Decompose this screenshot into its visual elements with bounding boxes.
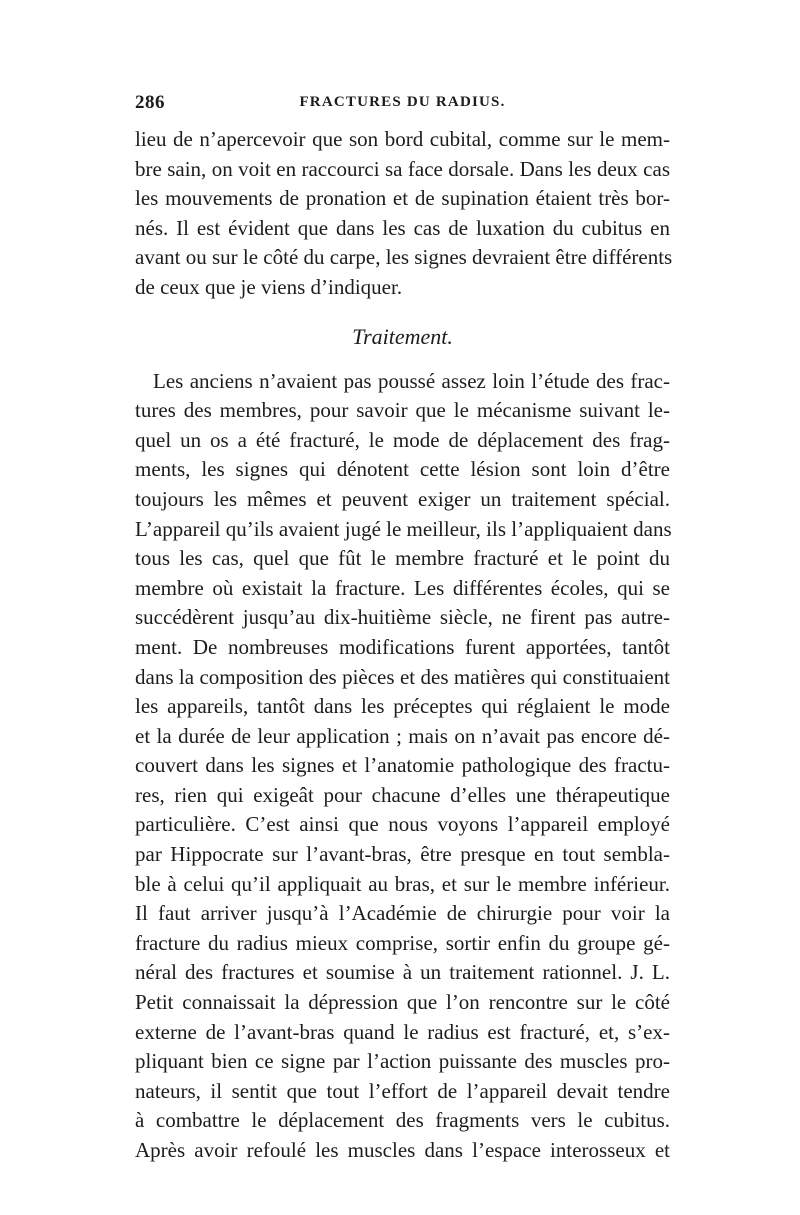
paragraph-2: [135, 367, 670, 1166]
text-line: ments, les signes qui dénotent cette lésion sont loin d’être: [135, 457, 670, 482]
text-line: pliquant bien ce signe par l’action puissante des muscles pro-: [135, 1049, 670, 1074]
text-line: ment. De nombreuses modifications furent apportées, tantôt: [135, 634, 670, 659]
text-line: toujours les mêmes et peuvent exiger un traitement spécial.: [135, 486, 670, 511]
text-line: nés. Il est évident que dans les cas de luxation du cubitus en: [135, 215, 670, 240]
text-line: ble à celui qu’il appliquait au bras, et sur le membre inférieur.: [135, 871, 670, 896]
section-heading: Traitement.: [352, 323, 453, 349]
text-line: L’appareil qu’ils avaient jugé le meilleur, ils l’appliquaient dans: [135, 516, 672, 541]
text-line: succédèrent jusqu’au dix-huitième siècle, ne firent pas autre-: [135, 605, 670, 630]
text-line: Les anciens n’avaient pas poussé assez loin l’étude des frac-: [153, 368, 670, 393]
text-line: bre sain, on voit en raccourci sa face dorsale. Dans les deux cas: [135, 156, 670, 181]
text-line: lieu de n’apercevoir que son bord cubital, comme sur le mem-: [135, 127, 670, 151]
running-title: FRACTURES DU RADIUS.: [299, 94, 506, 110]
page-header: [135, 92, 670, 116]
text-line: les appareils, tantôt dans les préceptes qui réglaient le mode: [135, 694, 670, 719]
text-line: membre où existait la fracture. Les différentes écoles, qui se: [135, 575, 670, 600]
text-line: avant ou sur le côté du carpe, les signes devraient être différents: [135, 245, 673, 270]
text-line: Petit connaissait la dépression que l’on rencontre sur le côté: [135, 990, 670, 1015]
text-line: les mouvements de pronation et de supination étaient très bor-: [135, 186, 670, 211]
text-line: couvert dans les signes et l’anatomie pathologique des fractu-: [135, 753, 670, 778]
text-line: tures des membres, pour savoir que le mécanisme suivant le-: [135, 398, 670, 423]
text-line: externe de l’avant-bras quand le radius est fracturé, et, s’ex-: [135, 1019, 670, 1044]
text-line: tous les cas, quel que fût le membre fracturé et le point du: [135, 546, 670, 571]
text-line: par Hippocrate sur l’avant-bras, être presque en tout sembla-: [135, 842, 670, 867]
paragraph-1: [135, 125, 673, 303]
text-line: Il faut arriver jusqu’à l’Académie de chirurgie pour voir la: [135, 901, 670, 926]
page-number: 286: [135, 92, 165, 113]
text-line: de ceux que je viens d’indiquer.: [135, 274, 403, 299]
text-line: particulière. C’est ainsi que nous voyons l’appareil employé: [135, 812, 670, 837]
text-line: nateurs, il sentit que tout l’effort de l’appareil devait tendre: [135, 1078, 670, 1103]
text-line: néral des fractures et soumise à un traitement rationnel. J. L.: [135, 960, 670, 985]
text-line: res, rien qui exigeât pour chacune d’elles une thérapeutique: [135, 782, 670, 807]
text-line: et la durée de leur application ; mais on n’avait pas encore dé-: [135, 723, 670, 748]
text-line: quel un os a été fracturé, le mode de déplacement des frag-: [135, 427, 670, 452]
text-line: dans la composition des pièces et des matières qui constituaient: [135, 664, 670, 689]
body-text: [135, 125, 673, 1166]
text-line: fracture du radius mieux comprise, sortir enfin du groupe gé-: [135, 930, 670, 955]
text-line: Après avoir refoulé les muscles dans l’espace interosseux et: [135, 1138, 670, 1162]
text-line: à combattre le déplacement des fragments vers le cubitus.: [135, 1108, 670, 1133]
